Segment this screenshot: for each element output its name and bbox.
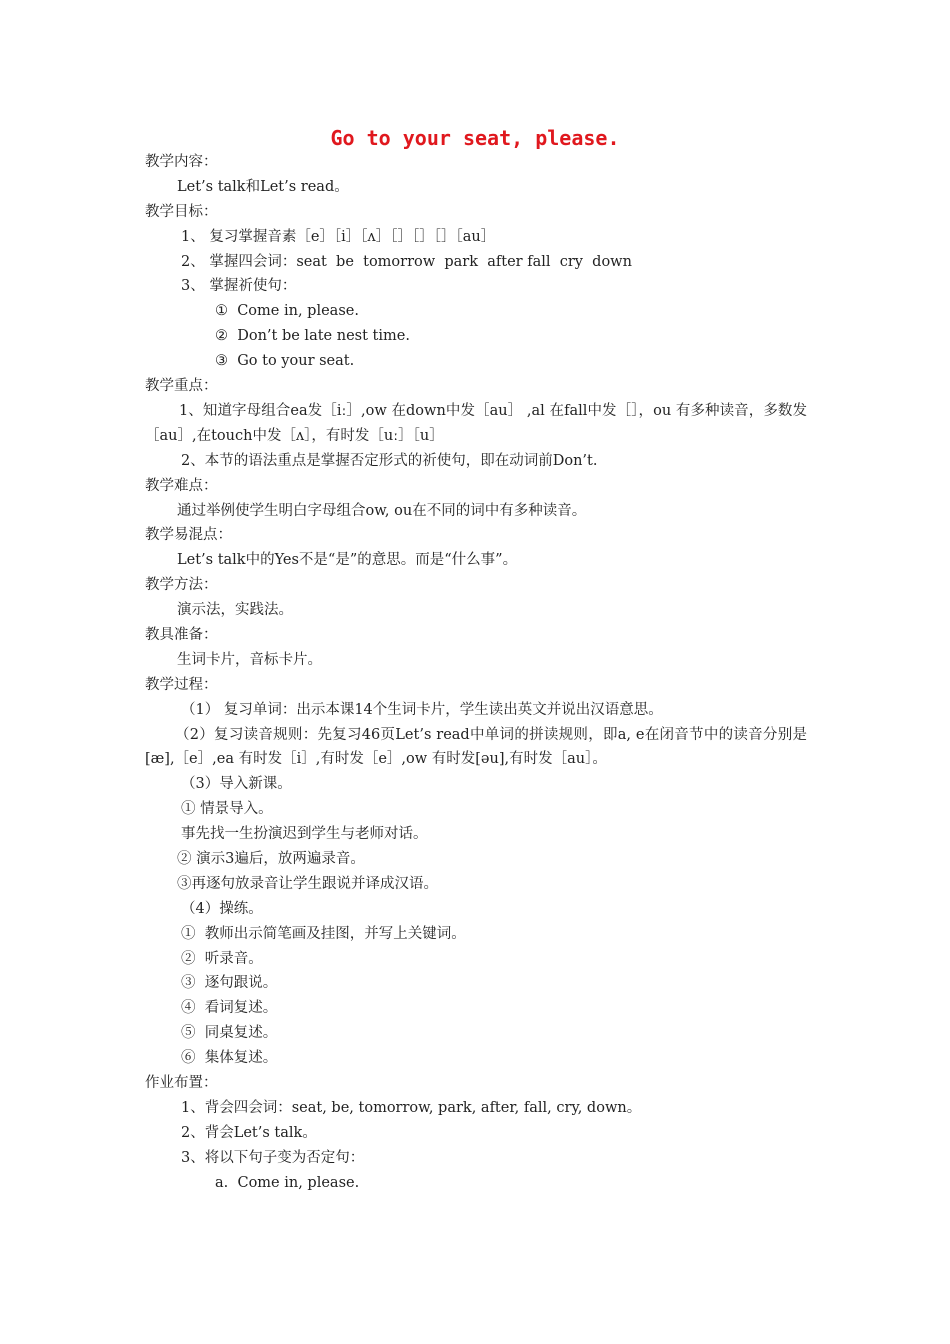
document-body xyxy=(145,150,807,1195)
text-line: （4）操练。 xyxy=(181,900,263,917)
text-line: 作业布置： xyxy=(145,1075,218,1092)
text-line: 教学方法： xyxy=(145,577,218,594)
text-line: ③ Go to your seat. xyxy=(215,353,355,370)
text-line: 教学重点： xyxy=(145,378,218,395)
text-line: 教学易混点： xyxy=(145,527,232,544)
text-line: ② 听录音。 xyxy=(181,950,263,967)
text-line: 1、 复习掌握音素［e］［i］［ʌ］［］［］［］［au］ xyxy=(181,228,496,245)
text-line: ① 情景导入。 xyxy=(181,801,273,818)
text-line: 事先找一生扮演迟到学生与老师对话。 xyxy=(181,826,428,843)
text-line: 演示法，实践法。 xyxy=(177,602,293,619)
text-line: 教具准备： xyxy=(145,626,218,643)
text-line: Let’s talk中的Yes不是“是”的意思。而是“什么事”。 xyxy=(177,552,518,569)
text-line: 生词卡片，音标卡片。 xyxy=(177,651,322,668)
text-line: 1、知道字母组合ea发［iː］,ow 在down中发［au］ ,al 在fall中发［］，ou 有多种读音，多数发［au］,在touch中发［ʌ］，有时发［uː］［u］ xyxy=(145,402,807,444)
text-line: Let’s talk和Let’s read。 xyxy=(177,178,349,195)
text-line: 2、背会Let’s talk。 xyxy=(181,1124,317,1141)
text-line: 2、 掌握四会词：seat be tomorrow park after fall cry down xyxy=(181,253,632,270)
text-line: 教学过程： xyxy=(145,676,218,693)
text-line: ① 教师出示简笔画及挂图，并写上关键词。 xyxy=(181,925,466,942)
text-line: ③ 逐句跟说。 xyxy=(181,975,278,992)
text-line: 教学目标： xyxy=(145,203,218,220)
document-title: Go to your seat, please. xyxy=(330,126,620,150)
text-line: （2）复习读音规则：先复习46页Let’s read中单词的拼读规则，即a, e在闭音节中的读音分别是[æ],［e］,ea 有时发［i］,有时发［e］,ow 有时发[əu],有时发［au］。 xyxy=(145,726,807,768)
text-line: ② Don’t be late nest time. xyxy=(215,328,410,345)
text-line: 教学内容： xyxy=(145,154,218,170)
text-line: 3、 掌握祈使句： xyxy=(181,278,297,295)
text-line: 通过举例使学生明白字母组合ow, ou在不同的词中有多种读音。 xyxy=(177,502,587,519)
text-line: ⑥ 集体复述。 xyxy=(181,1050,278,1067)
text-line: 1、背会四会词：seat, be, tomorrow, park, after, fall, cry, down。 xyxy=(181,1099,642,1116)
text-line: ② 演示3遍后，放两遍录音。 xyxy=(177,851,365,867)
text-line: 2、本节的语法重点是掌握否定形式的祈使句，即在动词前Don’t. xyxy=(181,452,598,469)
text-line: ⑤ 同桌复述。 xyxy=(181,1025,278,1042)
text-line: 教学难点： xyxy=(145,477,218,494)
text-line: （3）导入新课。 xyxy=(181,776,292,793)
text-line: a. Come in, please. xyxy=(215,1174,360,1191)
text-line: ④ 看词复述。 xyxy=(181,1000,278,1017)
text-line: ① Come in, please. xyxy=(215,303,359,320)
text-line: （1） 复习单词：出示本课14个生词卡片，学生读出英文并说出汉语意思。 xyxy=(181,701,663,718)
text-line: 3、将以下句子变为否定句： xyxy=(181,1149,365,1166)
text-line: ③再逐句放录音让学生跟说并译成汉语。 xyxy=(177,875,438,892)
